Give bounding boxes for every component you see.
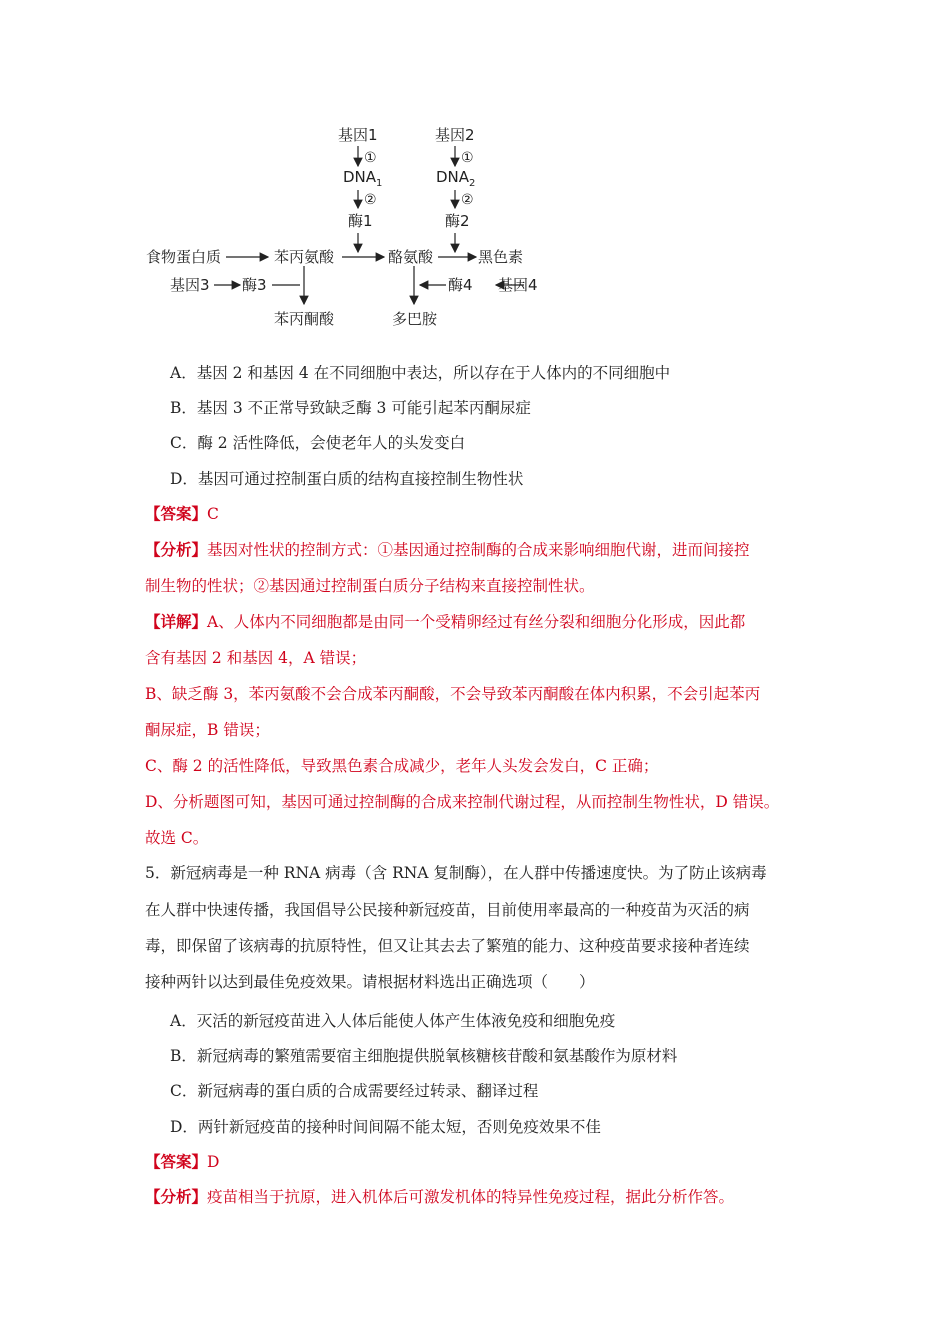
gene1-label: 基因1 xyxy=(338,126,378,144)
enzyme3-label: 酶3 xyxy=(242,276,267,294)
step2-marker: ② xyxy=(461,192,474,208)
q5-stem-line-1: 5．新冠病毒是一种 RNA 病毒（含 RNA 复制酶），在人群中传播速度快。为了防止该病毒 xyxy=(145,864,767,882)
q5-analysis: 【分析】疫苗相当于抗原，进入机体后可激发机体的特异性免疫过程，据此分析作答。 xyxy=(145,1187,735,1206)
answer-tag: 【答案】 xyxy=(145,504,208,523)
q4-detail-line-2: 含有基因 2 和基因 4，A 错误； xyxy=(145,649,367,667)
dna2-label: $DNA_2$ xyxy=(436,168,476,189)
dopamine-label: 多巴胺 xyxy=(392,310,438,328)
step2-marker: ② xyxy=(364,192,377,208)
q4-analysis-line-2: 制生物的性状；②基因通过控制蛋白质分子结构来直接控制性状。 xyxy=(145,577,595,595)
gene3-label: 基因3 xyxy=(170,276,210,294)
gene4-label: 基因4 xyxy=(498,276,538,294)
q4-detail-line-4: 酮尿症，B 错误； xyxy=(145,721,270,739)
pathway-svg xyxy=(140,118,560,338)
q4-option-c: C．酶 2 活性降低，会使老年人的头发变白 xyxy=(170,434,466,452)
q4-analysis-line-1: 【分析】基因对性状的控制方式：①基因通过控制酶的合成来影响细胞代谢，进而间接控 xyxy=(145,540,750,559)
q4-option-b: B．基因 3 不正常导致缺乏酶 3 可能引起苯丙酮尿症 xyxy=(170,399,531,417)
detail-tag: 【详解】 xyxy=(145,612,208,631)
q5-answer xyxy=(145,1152,219,1172)
q4-detail-line-3: B、缺乏酶 3，苯丙氨酸不会合成苯丙酮酸，不会导致苯丙酮酸在体内积累，不会引起苯丙 xyxy=(145,685,761,703)
q4-detail-line-1: 【详解】A、人体内不同细胞都是由同一个受精卵经过有丝分裂和细胞分化形成，因此都 xyxy=(145,612,746,631)
step1-marker: ① xyxy=(364,150,377,166)
q4-answer xyxy=(145,504,219,524)
q4-detail-line-6: D、分析题图可知，基因可通过控制酶的合成来控制代谢过程，从而控制生物性状，D 错误。 xyxy=(145,793,780,811)
enzyme4-label: 酶4 xyxy=(448,276,473,294)
food-protein-label: 食物蛋白质 xyxy=(146,248,222,266)
q4-option-a: A．基因 2 和基因 4 在不同细胞中表达，所以存在于人体内的不同细胞中 xyxy=(170,364,671,382)
metabolic-pathway-diagram xyxy=(140,118,560,338)
analysis-tag: 【分析】 xyxy=(145,540,208,559)
enzyme1-label: 酶1 xyxy=(348,212,373,230)
phenylpyruvic-label: 苯丙酮酸 xyxy=(274,310,335,328)
step1-marker: ① xyxy=(461,150,474,166)
q4-detail-line-5: C、酶 2 的活性降低，导致黑色素合成减少，老年人头发会发白，C 正确； xyxy=(145,757,659,775)
q5-option-d: D．两针新冠疫苗的接种时间间隔不能太短，否则免疫效果不佳 xyxy=(170,1118,601,1136)
phenylalanine-label: 苯丙氨酸 xyxy=(274,248,335,266)
q5-option-b: B．新冠病毒的繁殖需要宿主细胞提供脱氧核糖核苷酸和氨基酸作为原材料 xyxy=(170,1047,678,1065)
q5-stem-line-2: 在人群中快速传播，我国倡导公民接种新冠疫苗，目前使用率最高的一种疫苗为灭活的病 xyxy=(145,901,750,919)
enzyme2-label: 酶2 xyxy=(445,212,470,230)
answer-value: D xyxy=(207,1153,220,1171)
melanin-label: 黑色素 xyxy=(478,248,524,266)
q5-stem-line-4: 接种两针以达到最佳免疫效果。请根据材料选出正确选项（ ） xyxy=(145,973,595,991)
q5-stem-line-3: 毒，即保留了该病毒的抗原特性，但又让其去去了繁殖的能力、这种疫苗要求接种者连续 xyxy=(145,937,750,955)
q5-option-a: A．灭活的新冠疫苗进入人体后能使人体产生体液免疫和细胞免疫 xyxy=(170,1012,616,1030)
answer-tag: 【答案】 xyxy=(145,1152,208,1171)
analysis-tag: 【分析】 xyxy=(145,1187,208,1206)
q4-detail-line-7: 故选 C。 xyxy=(145,829,209,847)
tyrosine-label: 酪氨酸 xyxy=(388,248,434,266)
gene2-label: 基因2 xyxy=(435,126,475,144)
answer-value: C xyxy=(207,505,219,523)
q5-option-c: C．新冠病毒的蛋白质的合成需要经过转录、翻译过程 xyxy=(170,1082,539,1100)
q4-option-d: D．基因可通过控制蛋白质的结构直接控制生物性状 xyxy=(170,470,524,488)
dna1-label: $DNA_1$ xyxy=(343,168,383,189)
